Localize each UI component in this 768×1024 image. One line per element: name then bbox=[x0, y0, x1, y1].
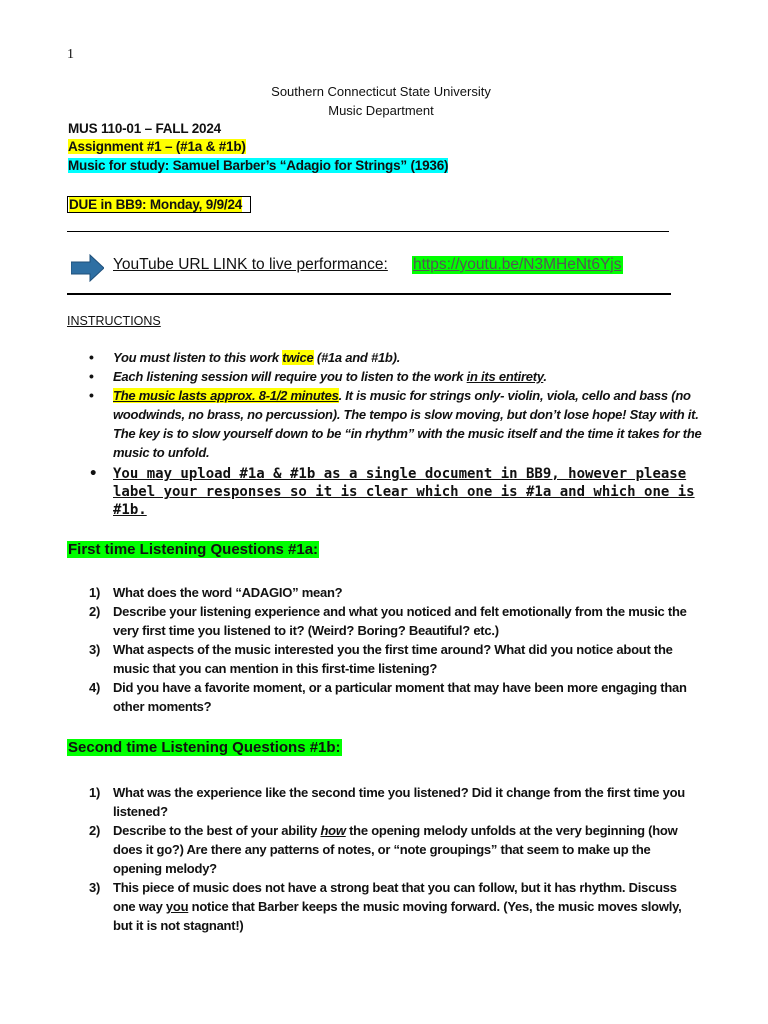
divider-bottom bbox=[67, 293, 671, 295]
instructions-list bbox=[67, 348, 707, 519]
assignment-title bbox=[68, 139, 246, 154]
question-item: 2) Describe to the best of your ability how the opening melody unfolds at the very beginning (how does it go?) Are there any patterns of notes, or “note groupings” that seem to make up the opening melody? bbox=[89, 823, 678, 876]
list-item: • The music lasts approx. 8-1/2 minutes. It is music for strings only- violin, viola, cello and bass (no woodwinds, no brass, no percussion). The tempo is slow moving, but don’t lose hope! Stay with it. The key is to slow yourself down to be “in rhythm” with the music itself and the time it takes for the music to unfold. bbox=[67, 386, 707, 462]
list-item: • Each listening session will require you to listen to the work in its entirety. bbox=[67, 367, 707, 386]
institution-name: Southern Connecticut State University bbox=[271, 84, 491, 99]
music-for-study-text: Music for study: Samuel Barber’s “Adagio for Strings” (1936) bbox=[68, 158, 449, 173]
question-item: 2) Describe your listening experience and what you noticed and felt emotionally from the music the very first time you listened to it? (Weird? Boring? Beautiful? etc.) bbox=[89, 604, 687, 638]
divider-top bbox=[67, 231, 669, 232]
department-name: Music Department bbox=[328, 103, 434, 118]
section-title-1a: First time Listening Questions #1a: bbox=[68, 541, 319, 558]
question-item: 1) What was the experience like the second time you listened? Did it change from the first time you listened? bbox=[89, 785, 685, 819]
section-title-1b: Second time Listening Questions #1b: bbox=[68, 739, 341, 756]
question-item: 1) What does the word “ADAGIO” mean? bbox=[89, 585, 343, 600]
arrow-right-icon bbox=[71, 254, 104, 282]
questions-1b bbox=[67, 783, 697, 935]
list-item: • You must listen to this work twice (#1a and #1b). bbox=[67, 348, 707, 367]
questions-1a bbox=[67, 583, 697, 716]
youtube-link[interactable]: https://youtu.be/N3MHeNt6Yjs bbox=[413, 256, 622, 273]
due-date-box bbox=[67, 196, 251, 213]
instructions-heading: INSTRUCTIONS bbox=[67, 314, 161, 328]
due-date-text: DUE in BB9: Monday, 9/9/24 bbox=[69, 197, 243, 212]
assignment-title-text: Assignment #1 – (#1a & #1b) bbox=[68, 139, 246, 154]
youtube-label: YouTube URL LINK to live performance: bbox=[113, 256, 388, 273]
question-item: 3) What aspects of the music interested you the first time around? What did you notice about the music that you can mention in this first-time listening? bbox=[89, 642, 673, 676]
list-item: • You may upload #1a & #1b as a single document in BB9, however please label your responses so it is clear which one is #1a and which one is #1b. bbox=[67, 465, 707, 519]
music-for-study bbox=[68, 158, 448, 173]
question-item: 3) This piece of music does not have a strong beat that you can follow, but it has rhythm. Discuss one way you notice that Barber keeps the music moving forward. (Yes, the music moves slowly, but it is not stagnant!) bbox=[89, 880, 682, 933]
page-number: 1 bbox=[67, 47, 74, 62]
question-item: 4) Did you have a favorite moment, or a particular moment that may have been more engaging than other moments? bbox=[89, 680, 687, 714]
course-code: MUS 110-01 – FALL 2024 bbox=[68, 121, 221, 136]
